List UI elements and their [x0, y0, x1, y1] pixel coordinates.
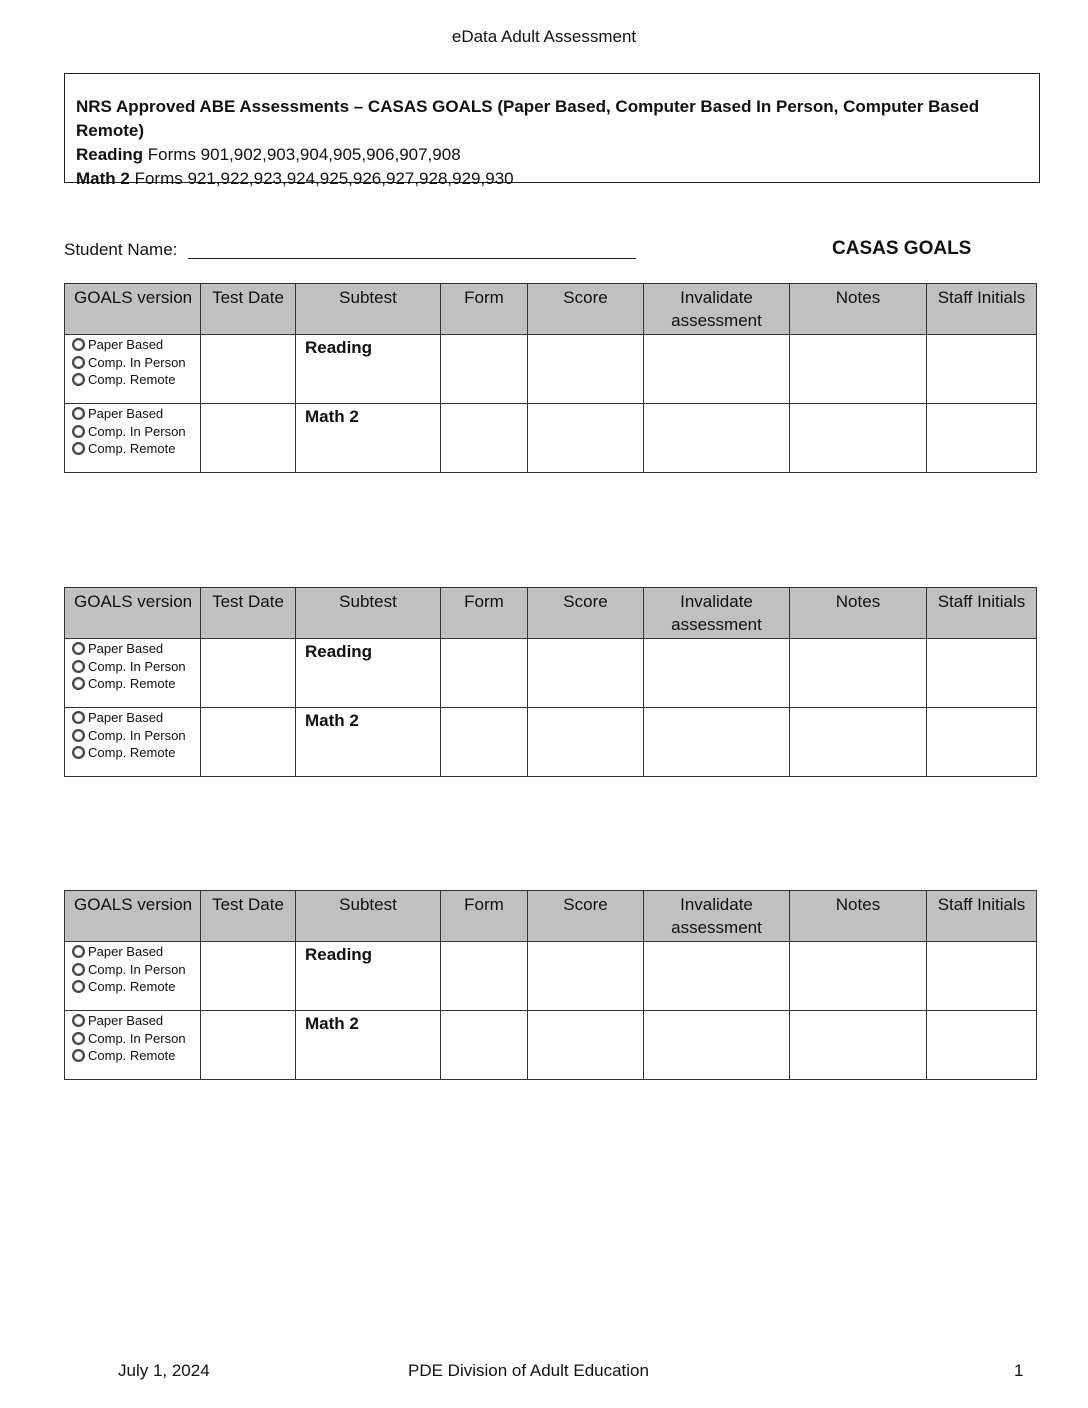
entry-cell[interactable]	[644, 1011, 790, 1080]
version-option-label: Comp. Remote	[88, 745, 176, 761]
version-option-label: Paper Based	[88, 710, 164, 726]
entry-cell[interactable]	[528, 708, 644, 777]
entry-cell[interactable]	[927, 404, 1037, 473]
entry-cell[interactable]	[201, 335, 296, 404]
version-option-label: Comp. Remote	[88, 979, 176, 995]
column-header: Invalidate assessment	[644, 284, 790, 335]
entry-cell[interactable]	[441, 404, 528, 473]
version-option[interactable]	[72, 1012, 200, 1030]
subtest-cell	[296, 639, 441, 708]
subtest-label: Math 2	[305, 711, 359, 730]
radio-button-icon[interactable]	[72, 945, 85, 958]
table-header-row	[65, 588, 1037, 639]
subtest-cell	[296, 1011, 441, 1080]
version-option[interactable]	[72, 961, 200, 979]
subtest-label: Reading	[305, 945, 373, 964]
version-option-label: Paper Based	[88, 337, 164, 353]
entry-cell[interactable]	[528, 639, 644, 708]
radio-button-icon[interactable]	[72, 442, 85, 455]
entry-cell[interactable]	[644, 404, 790, 473]
entry-cell[interactable]	[927, 1011, 1037, 1080]
column-header: Staff Initials	[927, 588, 1037, 639]
version-option[interactable]	[72, 371, 200, 389]
entry-cell[interactable]	[927, 708, 1037, 777]
entry-cell[interactable]	[201, 639, 296, 708]
table-row	[65, 942, 1037, 1011]
entry-cell[interactable]	[790, 1011, 927, 1080]
radio-button-icon[interactable]	[72, 1049, 85, 1062]
goals-version-cell	[65, 708, 201, 777]
column-header: Score	[528, 588, 644, 639]
radio-button-icon[interactable]	[72, 1032, 85, 1045]
column-header: Notes	[790, 891, 927, 942]
assessment-table	[64, 890, 1037, 1080]
info-reading-forms: Forms 901,902,903,904,905,906,907,908	[143, 145, 461, 164]
version-option[interactable]	[72, 658, 200, 676]
entry-cell[interactable]	[441, 335, 528, 404]
assessment-info-box	[64, 73, 1040, 188]
goals-version-cell	[65, 335, 201, 404]
goals-version-cell	[65, 404, 201, 473]
entry-cell[interactable]	[201, 1011, 296, 1080]
version-option-label: Comp. Remote	[88, 676, 176, 692]
entry-cell[interactable]	[201, 942, 296, 1011]
entry-cell[interactable]	[927, 942, 1037, 1011]
radio-button-icon[interactable]	[72, 660, 85, 673]
goals-version-cell	[65, 1011, 201, 1080]
radio-button-icon[interactable]	[72, 356, 85, 369]
column-header: Test Date	[201, 588, 296, 639]
column-header: Staff Initials	[927, 891, 1037, 942]
column-header: Notes	[790, 284, 927, 335]
column-header: GOALS version	[65, 284, 201, 335]
version-option[interactable]	[72, 423, 200, 441]
table-row	[65, 639, 1037, 708]
table-header-row	[65, 284, 1037, 335]
radio-button-icon[interactable]	[72, 711, 85, 724]
version-option[interactable]	[72, 354, 200, 372]
assessment-table	[64, 283, 1037, 473]
table-row	[65, 1011, 1037, 1080]
footer-org: PDE Division of Adult Education	[408, 1361, 649, 1380]
version-option-label: Comp. Remote	[88, 372, 176, 388]
entry-cell[interactable]	[790, 335, 927, 404]
version-option-label: Paper Based	[88, 944, 164, 960]
version-option[interactable]	[72, 978, 200, 996]
entry-cell[interactable]	[201, 708, 296, 777]
column-header: Invalidate assessment	[644, 588, 790, 639]
version-option-label: Paper Based	[88, 406, 164, 422]
table-row	[65, 404, 1037, 473]
version-option[interactable]	[72, 943, 200, 961]
version-option[interactable]	[72, 405, 200, 423]
page-header: eData Adult Assessment	[451, 27, 637, 46]
entry-cell[interactable]	[528, 335, 644, 404]
subtest-label: Math 2	[305, 407, 359, 426]
column-header: Form	[441, 284, 528, 335]
entry-cell[interactable]	[528, 404, 644, 473]
radio-button-icon[interactable]	[72, 746, 85, 759]
entry-cell[interactable]	[441, 942, 528, 1011]
subtest-cell	[296, 942, 441, 1011]
subtest-label: Reading	[305, 642, 373, 661]
radio-button-icon[interactable]	[72, 963, 85, 976]
info-math-line	[76, 167, 1028, 191]
version-option-label: Comp. Remote	[88, 441, 176, 457]
table-header-row	[65, 891, 1037, 942]
subtest-cell	[296, 404, 441, 473]
entry-cell[interactable]	[927, 335, 1037, 404]
version-option[interactable]	[72, 440, 200, 458]
version-option[interactable]	[72, 640, 200, 658]
version-option[interactable]	[72, 744, 200, 762]
info-title: NRS Approved ABE Assessments – CASAS GOALS (Paper Based, Computer Based In Person, Computer Based Remote)	[76, 97, 980, 140]
table-row	[65, 335, 1037, 404]
column-header: Subtest	[296, 284, 441, 335]
version-option[interactable]	[72, 727, 200, 745]
column-header: Test Date	[201, 891, 296, 942]
column-header: GOALS version	[65, 588, 201, 639]
radio-button-icon[interactable]	[72, 980, 85, 993]
column-header: Test Date	[201, 284, 296, 335]
version-option-label: Comp. In Person	[88, 423, 186, 439]
goals-version-cell	[65, 639, 201, 708]
version-option[interactable]	[72, 1047, 200, 1065]
version-option-label: Paper Based	[88, 641, 164, 657]
entry-cell[interactable]	[644, 639, 790, 708]
info-math-forms: Forms 921,922,923,924,925,926,927,928,929,930	[129, 169, 514, 188]
column-header: Score	[528, 284, 644, 335]
version-option[interactable]	[72, 709, 200, 727]
student-name-field[interactable]	[188, 258, 636, 259]
column-header: Form	[441, 891, 528, 942]
version-option-label: Comp. In Person	[88, 1030, 186, 1046]
version-option-label: Comp. In Person	[88, 658, 186, 674]
goals-version-cell	[65, 942, 201, 1011]
column-header: Score	[528, 891, 644, 942]
entry-cell[interactable]	[644, 942, 790, 1011]
footer-page-number: 1	[1014, 1361, 1024, 1380]
subtest-label: Math 2	[305, 1014, 359, 1033]
column-header: Invalidate assessment	[644, 891, 790, 942]
subtest-cell	[296, 708, 441, 777]
subtest-label: Reading	[305, 338, 373, 357]
radio-button-icon[interactable]	[72, 677, 85, 690]
radio-button-icon[interactable]	[72, 729, 85, 742]
version-option-label: Comp. In Person	[88, 727, 186, 743]
column-header: Subtest	[296, 588, 441, 639]
entry-cell[interactable]	[528, 942, 644, 1011]
version-option-label: Comp. In Person	[88, 961, 186, 977]
column-header: Notes	[790, 588, 927, 639]
column-header: Subtest	[296, 891, 441, 942]
entry-cell[interactable]	[790, 942, 927, 1011]
entry-cell[interactable]	[644, 335, 790, 404]
info-reading-label: Reading	[76, 145, 144, 164]
radio-button-icon[interactable]	[72, 373, 85, 386]
table-row	[65, 708, 1037, 777]
footer-date: July 1, 2024	[118, 1361, 210, 1380]
column-header: Staff Initials	[927, 284, 1037, 335]
version-option[interactable]	[72, 675, 200, 693]
assessment-table	[64, 587, 1037, 777]
radio-button-icon[interactable]	[72, 425, 85, 438]
entry-cell[interactable]	[528, 1011, 644, 1080]
entry-cell[interactable]	[441, 708, 528, 777]
radio-button-icon[interactable]	[72, 338, 85, 351]
version-option[interactable]	[72, 336, 200, 354]
entry-cell[interactable]	[790, 708, 927, 777]
version-option-label: Comp. In Person	[88, 354, 186, 370]
entry-cell[interactable]	[441, 639, 528, 708]
entry-cell[interactable]	[201, 404, 296, 473]
column-header: Form	[441, 588, 528, 639]
entry-cell[interactable]	[790, 404, 927, 473]
entry-cell[interactable]	[927, 639, 1037, 708]
student-name-label: Student Name:	[64, 240, 178, 259]
entry-cell[interactable]	[644, 708, 790, 777]
casas-goals-title: CASAS GOALS	[832, 238, 972, 259]
radio-button-icon[interactable]	[72, 407, 85, 420]
subtest-cell	[296, 335, 441, 404]
version-option-label: Comp. Remote	[88, 1048, 176, 1064]
radio-button-icon[interactable]	[72, 642, 85, 655]
student-name-row	[64, 238, 1040, 264]
version-option[interactable]	[72, 1030, 200, 1048]
entry-cell[interactable]	[790, 639, 927, 708]
info-math-label: Math 2	[76, 169, 130, 188]
radio-button-icon[interactable]	[72, 1014, 85, 1027]
info-reading-line	[76, 143, 1028, 167]
entry-cell[interactable]	[441, 1011, 528, 1080]
column-header: GOALS version	[65, 891, 201, 942]
version-option-label: Paper Based	[88, 1013, 164, 1029]
